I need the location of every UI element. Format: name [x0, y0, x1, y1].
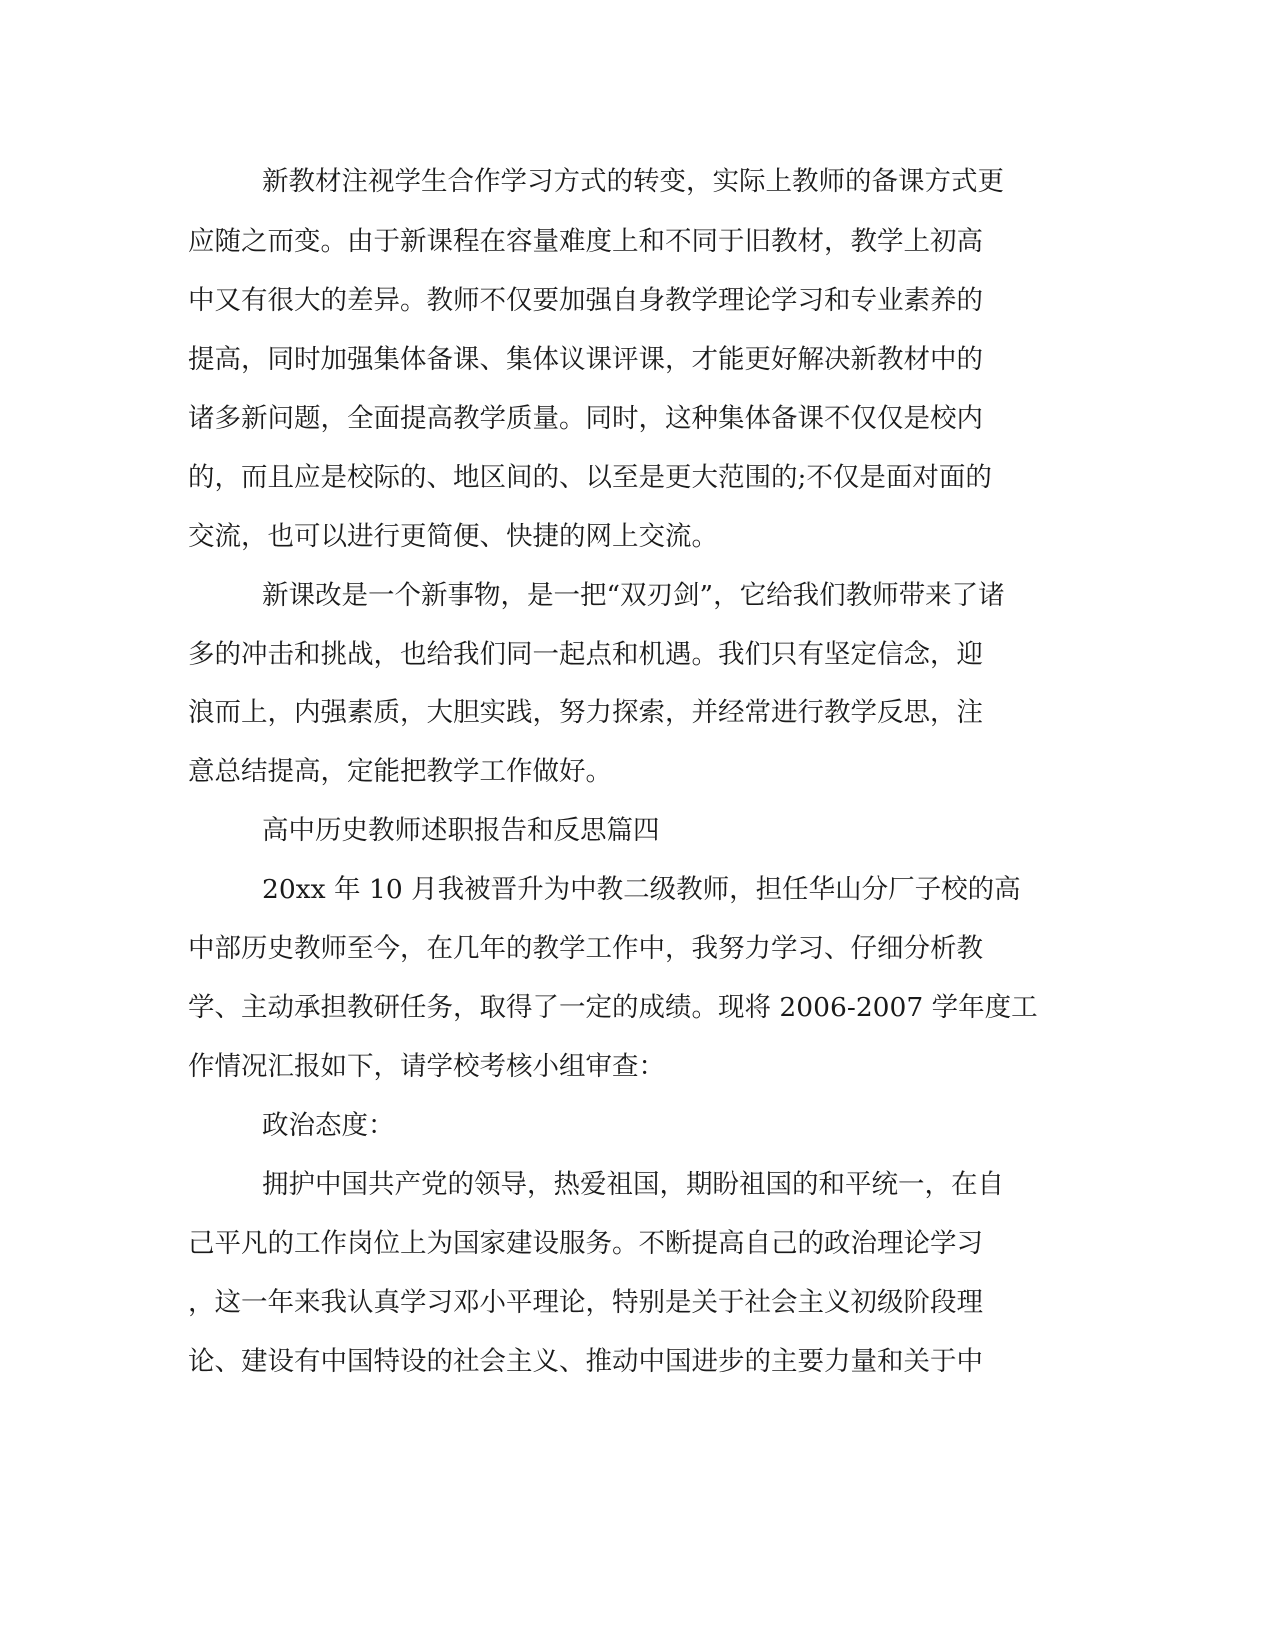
text-line: 的，而且应是校际的、地区间的、以至是更大范围的;不仅是面对面的	[188, 462, 992, 493]
text-line: 20xx 年 10 月我被晋升为中教二级教师，担任华山分厂子校的高	[262, 874, 1021, 905]
text-line: 新教材注视学生合作学习方式的转变，实际上教师的备课方式更	[262, 166, 1004, 197]
text-line: 浪而上，内强素质，大胆实践，努力探索，并经常进行教学反思，注	[188, 697, 983, 728]
text-line: 诸多新问题，全面提高教学质量。同时，这种集体备课不仅仅是校内	[188, 403, 983, 434]
text-line: 论、建设有中国特设的社会主义、推动中国进步的主要力量和关于中	[188, 1346, 983, 1377]
text-line: 拥护中国共产党的领导，热爱祖国，期盼祖国的和平统一，在自	[262, 1169, 1004, 1200]
text-line: 中又有很大的差异。教师不仅要加强自身教学理论学习和专业素养的	[188, 285, 983, 316]
text-line: 中部历史教师至今，在几年的教学工作中，我努力学习、仔细分析教	[188, 933, 983, 964]
text-line: 己平凡的工作岗位上为国家建设服务。不断提高自己的政治理论学习	[188, 1228, 983, 1259]
section-heading: 高中历史教师述职报告和反思篇四	[262, 815, 660, 846]
text-line: ，这一年来我认真学习邓小平理论，特别是关于社会主义初级阶段理	[188, 1287, 983, 1318]
text-line: 意总结提高，定能把教学工作做好。	[188, 756, 612, 787]
text-line: 应随之而变。由于新课程在容量难度上和不同于旧教材，教学上初高	[188, 226, 983, 257]
text-line: 多的冲击和挑战，也给我们同一起点和机遇。我们只有坚定信念，迎	[188, 639, 983, 670]
text-line: 交流，也可以进行更简便、快捷的网上交流。	[188, 521, 718, 552]
text-line: 提高，同时加强集体备课、集体议课评课，才能更好解决新教材中的	[188, 344, 983, 375]
subheading: 政治态度：	[262, 1110, 395, 1141]
text-line: 作情况汇报如下，请学校考核小组审查：	[188, 1051, 665, 1082]
text-line: 学、主动承担教研任务，取得了一定的成绩。现将 2006-2007 学年度工	[188, 992, 1038, 1023]
text-line: 新课改是一个新事物，是一把“双刃剑”，它给我们教师带来了诸	[262, 580, 1005, 611]
